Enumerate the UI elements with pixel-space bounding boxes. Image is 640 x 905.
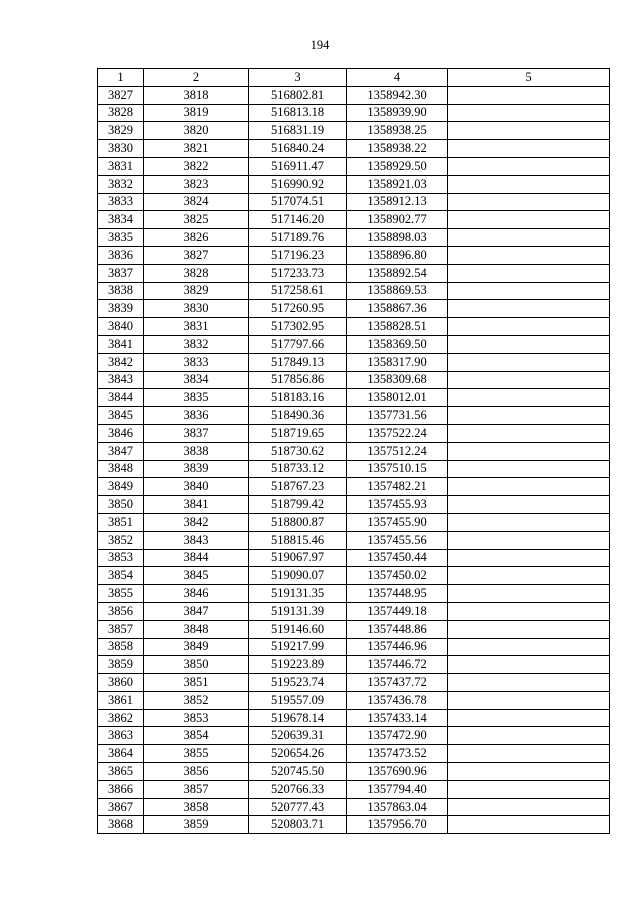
table-cell: 1358898.03 (347, 229, 448, 247)
table-cell (448, 407, 610, 425)
table-row (98, 816, 610, 834)
table-cell: 517189.76 (249, 229, 347, 247)
table-cell: 3850 (144, 656, 249, 674)
table-cell (448, 335, 610, 353)
table-cell (448, 193, 610, 211)
table-cell (448, 567, 610, 585)
page-number: 194 (310, 38, 330, 52)
table-cell: 3839 (144, 460, 249, 478)
table-cell: 1358892.54 (347, 264, 448, 282)
table-cell: 517849.13 (249, 353, 347, 371)
table-cell: 3858 (98, 638, 144, 656)
column-header: 4 (347, 69, 448, 87)
table-cell: 3856 (144, 763, 249, 781)
table-cell: 1358896.80 (347, 246, 448, 264)
table-cell: 3848 (98, 460, 144, 478)
table-cell (448, 620, 610, 638)
table-row (98, 122, 610, 140)
table-cell: 3822 (144, 157, 249, 175)
table-row (98, 549, 610, 567)
table-cell (448, 424, 610, 442)
table-cell: 3852 (144, 691, 249, 709)
table-cell: 1358867.36 (347, 300, 448, 318)
table-cell: 3856 (98, 602, 144, 620)
table-cell: 518733.12 (249, 460, 347, 478)
table-cell: 517196.23 (249, 246, 347, 264)
table-cell: 518730.62 (249, 442, 347, 460)
table-cell: 3854 (144, 727, 249, 745)
table-cell (448, 318, 610, 336)
table-cell: 1357446.96 (347, 638, 448, 656)
table-cell: 3825 (144, 211, 249, 229)
table-cell: 3840 (98, 318, 144, 336)
table-cell: 519090.07 (249, 567, 347, 585)
table-cell: 3846 (98, 424, 144, 442)
table-cell: 3829 (98, 122, 144, 140)
table-row (98, 567, 610, 585)
table-header (98, 69, 610, 87)
table-row (98, 460, 610, 478)
table-body (98, 86, 610, 833)
table-row (98, 656, 610, 674)
table-cell: 516911.47 (249, 157, 347, 175)
table-row (98, 513, 610, 531)
table-cell: 517074.51 (249, 193, 347, 211)
table-cell: 1358317.90 (347, 353, 448, 371)
table-cell: 3843 (144, 531, 249, 549)
table-cell: 3855 (98, 585, 144, 603)
table-cell: 3828 (144, 264, 249, 282)
table-cell: 520777.43 (249, 798, 347, 816)
column-header: 5 (448, 69, 610, 87)
table-cell: 3853 (98, 549, 144, 567)
table-cell: 3866 (98, 780, 144, 798)
table-row (98, 353, 610, 371)
table-cell: 1357449.18 (347, 602, 448, 620)
table-cell (448, 140, 610, 158)
table-cell: 1357436.78 (347, 691, 448, 709)
table-cell (448, 780, 610, 798)
table-cell: 3837 (144, 424, 249, 442)
column-header: 3 (249, 69, 347, 87)
table-cell: 3827 (144, 246, 249, 264)
table-row (98, 300, 610, 318)
table-cell: 518183.16 (249, 389, 347, 407)
table-cell: 3858 (144, 798, 249, 816)
table-cell (448, 246, 610, 264)
table-cell: 1357482.21 (347, 478, 448, 496)
table-row (98, 709, 610, 727)
table-cell: 1357512.24 (347, 442, 448, 460)
table-row (98, 282, 610, 300)
table-cell: 3831 (98, 157, 144, 175)
table-cell: 3857 (144, 780, 249, 798)
table-cell: 520654.26 (249, 745, 347, 763)
table-cell (448, 389, 610, 407)
column-header: 1 (98, 69, 144, 87)
table-cell: 3834 (98, 211, 144, 229)
table-row (98, 229, 610, 247)
table-cell: 518490.36 (249, 407, 347, 425)
table-row (98, 531, 610, 549)
table-row (98, 211, 610, 229)
table-cell: 3835 (144, 389, 249, 407)
table-cell: 3842 (98, 353, 144, 371)
table-cell: 3851 (144, 674, 249, 692)
table-cell: 3830 (144, 300, 249, 318)
table-cell: 3824 (144, 193, 249, 211)
table-cell (448, 460, 610, 478)
table-cell: 3867 (98, 798, 144, 816)
table-cell: 519146.60 (249, 620, 347, 638)
table-cell (448, 709, 610, 727)
table-cell: 519217.99 (249, 638, 347, 656)
table-cell: 1358902.77 (347, 211, 448, 229)
table-cell: 1357690.96 (347, 763, 448, 781)
table-cell: 3855 (144, 745, 249, 763)
table-cell: 3844 (98, 389, 144, 407)
table-cell: 518719.65 (249, 424, 347, 442)
table-cell: 518800.87 (249, 513, 347, 531)
table-row (98, 798, 610, 816)
table-cell: 3842 (144, 513, 249, 531)
table-row (98, 371, 610, 389)
table-cell: 3830 (98, 140, 144, 158)
table-cell (448, 478, 610, 496)
table-cell: 3857 (98, 620, 144, 638)
table-cell (448, 745, 610, 763)
table-cell (448, 674, 610, 692)
table-cell: 1357794.40 (347, 780, 448, 798)
table-cell: 3864 (98, 745, 144, 763)
table-cell: 1358912.13 (347, 193, 448, 211)
table-row (98, 86, 610, 104)
table-row (98, 193, 610, 211)
table-cell: 520803.71 (249, 816, 347, 834)
table-row (98, 389, 610, 407)
table-cell (448, 264, 610, 282)
table-cell: 1357448.95 (347, 585, 448, 603)
table-cell (448, 513, 610, 531)
table-cell: 1357731.56 (347, 407, 448, 425)
table-row (98, 674, 610, 692)
table-cell: 1357522.24 (347, 424, 448, 442)
table-cell: 516831.19 (249, 122, 347, 140)
table-cell: 3828 (98, 104, 144, 122)
table-cell: 1358012.01 (347, 389, 448, 407)
table-cell: 1357956.70 (347, 816, 448, 834)
table-row (98, 478, 610, 496)
table-cell: 1357437.72 (347, 674, 448, 692)
table-row (98, 246, 610, 264)
table-cell (448, 798, 610, 816)
table-cell: 516813.18 (249, 104, 347, 122)
table-cell: 3860 (98, 674, 144, 692)
table-cell (448, 496, 610, 514)
table-cell: 516840.24 (249, 140, 347, 158)
table-cell (448, 300, 610, 318)
header-row (98, 69, 610, 87)
table-row (98, 140, 610, 158)
table-cell: 3829 (144, 282, 249, 300)
table-cell: 3850 (98, 496, 144, 514)
table-cell: 3861 (98, 691, 144, 709)
table-cell: 1358929.50 (347, 157, 448, 175)
table-cell: 519523.74 (249, 674, 347, 692)
table-cell: 517258.61 (249, 282, 347, 300)
table-cell (448, 282, 610, 300)
table-cell: 3839 (98, 300, 144, 318)
table-cell: 520745.50 (249, 763, 347, 781)
table-row (98, 424, 610, 442)
table-cell (448, 353, 610, 371)
table-cell: 3833 (144, 353, 249, 371)
table-cell: 3840 (144, 478, 249, 496)
table-cell (448, 656, 610, 674)
table-row (98, 264, 610, 282)
table-cell: 1357455.93 (347, 496, 448, 514)
table-cell: 1358369.50 (347, 335, 448, 353)
table-cell: 3836 (98, 246, 144, 264)
table-cell: 517233.73 (249, 264, 347, 282)
table-row (98, 585, 610, 603)
table-cell (448, 638, 610, 656)
table-cell: 519223.89 (249, 656, 347, 674)
table-row (98, 407, 610, 425)
table-cell: 1357473.52 (347, 745, 448, 763)
table-cell (448, 602, 610, 620)
table-cell: 518815.46 (249, 531, 347, 549)
table-cell: 1358921.03 (347, 175, 448, 193)
table-cell (448, 175, 610, 193)
table-cell: 1357863.04 (347, 798, 448, 816)
table-cell: 3863 (98, 727, 144, 745)
table-cell: 1358938.22 (347, 140, 448, 158)
table-cell: 3845 (98, 407, 144, 425)
table-cell: 518799.42 (249, 496, 347, 514)
table-cell (448, 531, 610, 549)
table-cell: 516802.81 (249, 86, 347, 104)
table-cell: 3859 (144, 816, 249, 834)
table-cell: 518767.23 (249, 478, 347, 496)
table-cell: 519131.35 (249, 585, 347, 603)
table-cell: 3849 (98, 478, 144, 496)
table-cell: 3826 (144, 229, 249, 247)
table-cell: 516990.92 (249, 175, 347, 193)
table-cell: 3821 (144, 140, 249, 158)
table-row (98, 745, 610, 763)
table-cell: 3836 (144, 407, 249, 425)
table-row (98, 496, 610, 514)
table-cell (448, 122, 610, 140)
table-row (98, 318, 610, 336)
table-row (98, 620, 610, 638)
table-cell: 1357448.86 (347, 620, 448, 638)
table-cell (448, 816, 610, 834)
table-cell: 3847 (98, 442, 144, 460)
table-cell: 3832 (98, 175, 144, 193)
table-row (98, 104, 610, 122)
table-cell: 3846 (144, 585, 249, 603)
table-cell: 3848 (144, 620, 249, 638)
table-cell (448, 104, 610, 122)
table-cell: 520766.33 (249, 780, 347, 798)
table-cell: 3847 (144, 602, 249, 620)
table-cell: 1357472.90 (347, 727, 448, 745)
table-cell: 1358942.30 (347, 86, 448, 104)
table-cell: 3868 (98, 816, 144, 834)
table-row (98, 780, 610, 798)
table-cell: 3859 (98, 656, 144, 674)
table-cell (448, 86, 610, 104)
column-header: 2 (144, 69, 249, 87)
table-cell: 3853 (144, 709, 249, 727)
table-cell: 1357433.14 (347, 709, 448, 727)
table-cell: 3820 (144, 122, 249, 140)
table-cell: 3831 (144, 318, 249, 336)
table-cell (448, 371, 610, 389)
table-cell: 517146.20 (249, 211, 347, 229)
table-row (98, 727, 610, 745)
table-row (98, 335, 610, 353)
table-cell: 1357455.90 (347, 513, 448, 531)
table-cell: 3835 (98, 229, 144, 247)
table-cell: 3851 (98, 513, 144, 531)
table-cell: 1358938.25 (347, 122, 448, 140)
table-cell: 1357450.02 (347, 567, 448, 585)
coordinates-table (97, 68, 610, 834)
table-cell: 517797.66 (249, 335, 347, 353)
table-cell: 517260.95 (249, 300, 347, 318)
table-cell: 519678.14 (249, 709, 347, 727)
table-cell: 1357450.44 (347, 549, 448, 567)
table-cell: 3865 (98, 763, 144, 781)
table-cell: 3832 (144, 335, 249, 353)
table-row (98, 763, 610, 781)
table-cell: 1357446.72 (347, 656, 448, 674)
table-cell (448, 585, 610, 603)
table-cell (448, 157, 610, 175)
table-cell: 3823 (144, 175, 249, 193)
table-row (98, 638, 610, 656)
table-cell: 3862 (98, 709, 144, 727)
table-cell: 1358828.51 (347, 318, 448, 336)
table-cell: 3827 (98, 86, 144, 104)
table-cell: 3838 (98, 282, 144, 300)
table-cell: 3854 (98, 567, 144, 585)
table-cell (448, 763, 610, 781)
table-cell: 1358939.90 (347, 104, 448, 122)
table-cell: 1358309.68 (347, 371, 448, 389)
table-cell: 1357510.15 (347, 460, 448, 478)
table-cell: 3841 (98, 335, 144, 353)
table-cell: 3849 (144, 638, 249, 656)
table-row (98, 175, 610, 193)
table-cell: 520639.31 (249, 727, 347, 745)
table-cell: 517856.86 (249, 371, 347, 389)
table-cell: 3841 (144, 496, 249, 514)
table-cell (448, 211, 610, 229)
table-cell: 519131.39 (249, 602, 347, 620)
table-cell (448, 727, 610, 745)
table-cell: 519067.97 (249, 549, 347, 567)
table-cell: 3819 (144, 104, 249, 122)
table-cell: 3833 (98, 193, 144, 211)
table-row (98, 442, 610, 460)
table-cell: 3852 (98, 531, 144, 549)
table-cell: 1358869.53 (347, 282, 448, 300)
table-row (98, 602, 610, 620)
table-cell: 1357455.56 (347, 531, 448, 549)
table-cell (448, 691, 610, 709)
table-cell: 3818 (144, 86, 249, 104)
table-cell: 3834 (144, 371, 249, 389)
table-cell: 3837 (98, 264, 144, 282)
table-cell (448, 549, 610, 567)
table-cell: 3843 (98, 371, 144, 389)
table-cell: 3838 (144, 442, 249, 460)
table-row (98, 691, 610, 709)
table-cell: 3844 (144, 549, 249, 567)
table-cell: 519557.09 (249, 691, 347, 709)
table-cell (448, 229, 610, 247)
table-row (98, 157, 610, 175)
table-cell: 3845 (144, 567, 249, 585)
table-cell (448, 442, 610, 460)
table-cell: 517302.95 (249, 318, 347, 336)
